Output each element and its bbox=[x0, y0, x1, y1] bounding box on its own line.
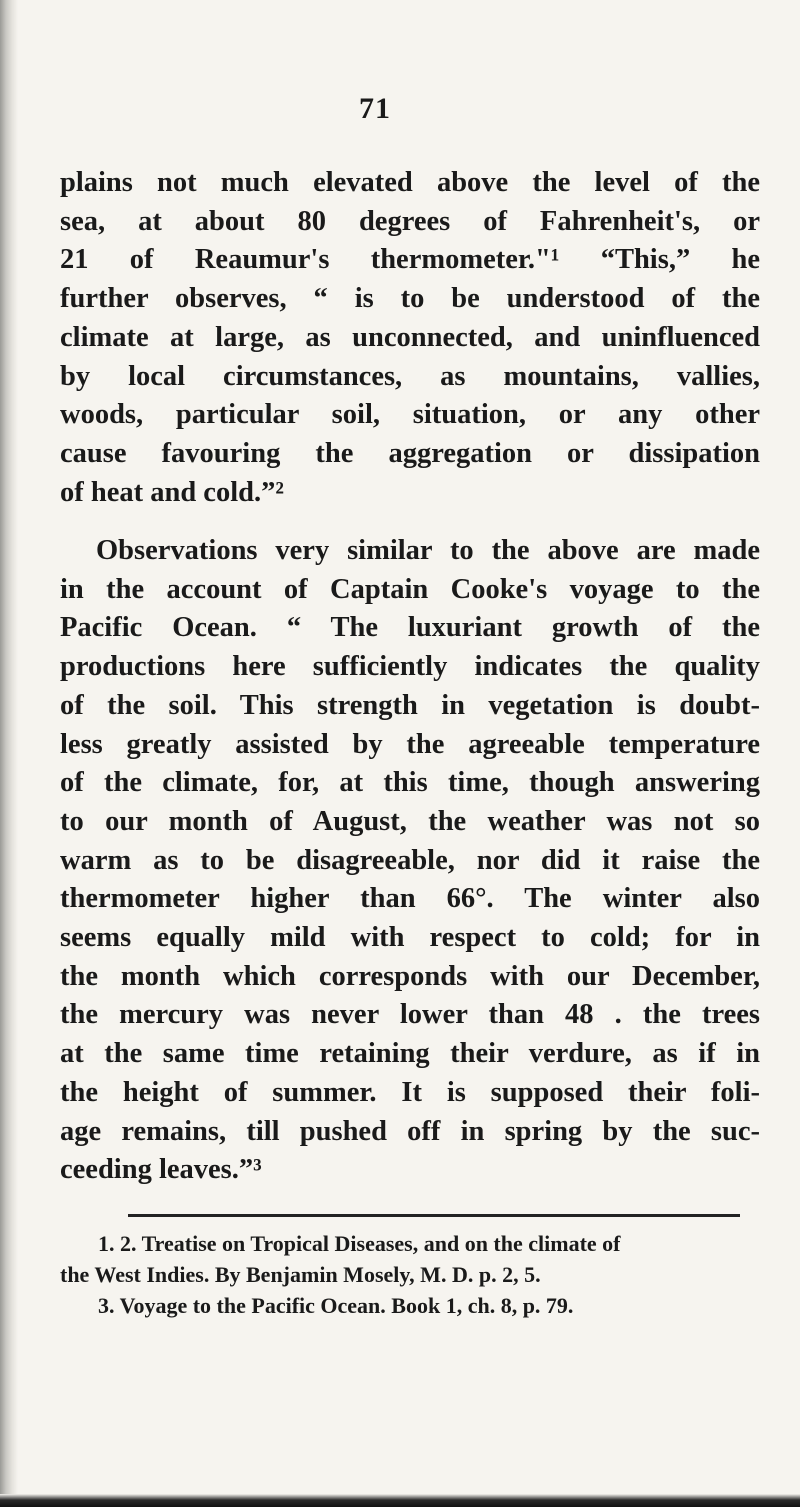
footnote-line: the West Indies. By Benjamin Mosely, M. D. p. 2, 5. bbox=[60, 1262, 541, 1287]
text-line: the mercury was never lower than 48 . the trees bbox=[60, 999, 760, 1031]
text-line: less greatly assisted by the agreeable temperature bbox=[60, 728, 760, 760]
text-line: 21 of Reaumur's thermometer."¹ “This,” he bbox=[60, 244, 760, 276]
text-line: of the soil. This strength in vegetation is doubt- bbox=[60, 689, 760, 721]
text-line: plains not much elevated above the level of the bbox=[60, 167, 760, 198]
text-line: in the account of Captain Cooke's voyage to the bbox=[60, 573, 760, 605]
text-line: of heat and cold.”² bbox=[60, 476, 284, 508]
text-line: Observations very similar to the above are made bbox=[96, 535, 760, 566]
binding-gutter bbox=[0, 0, 18, 1507]
footnote-line: 3. Voyage to the Pacific Ocean. Book 1, ch. 8, p. 79. bbox=[98, 1293, 574, 1318]
text-line: of the climate, for, at this time, though answering bbox=[60, 767, 760, 799]
text-line: productions here sufficiently indicates the quality bbox=[60, 651, 760, 683]
footnotes bbox=[60, 1228, 750, 1321]
text-line: woods, particular soil, situation, or any other bbox=[60, 399, 760, 431]
text-line: climate at large, as unconnected, and uninfluenced bbox=[60, 321, 760, 353]
text-line: seems equally mild with respect to cold; for in bbox=[60, 922, 760, 954]
text-line: the month which corresponds with our December, bbox=[60, 960, 760, 992]
text-line: the height of summer. It is supposed their foli- bbox=[60, 1076, 760, 1108]
text-line: to our month of August, the weather was not so bbox=[60, 805, 760, 837]
text-line: age remains, till pushed off in spring by the suc- bbox=[60, 1115, 760, 1147]
page-bottom-edge bbox=[0, 1494, 800, 1507]
text-line: ceeding leaves.”³ bbox=[60, 1154, 262, 1186]
text-line: by local circumstances, as mountains, vallies, bbox=[60, 360, 760, 392]
footnote-divider bbox=[128, 1214, 740, 1217]
text-line: cause favouring the aggregation or dissipation bbox=[60, 437, 760, 469]
paragraph-1 bbox=[60, 164, 760, 512]
page-number: 71 bbox=[359, 92, 391, 125]
text-line: warm as to be disagreeable, nor did it raise the bbox=[60, 844, 760, 876]
text-line: thermometer higher than 66°. The winter also bbox=[60, 883, 760, 915]
text-line: further observes, “ is to be understood of the bbox=[60, 283, 760, 315]
footnote-line: 1. 2. Treatise on Tropical Diseases, and on the climate of bbox=[98, 1231, 621, 1256]
text-line: Pacific Ocean. “ The luxuriant growth of the bbox=[60, 612, 760, 644]
paragraph-2 bbox=[60, 532, 760, 1190]
text-line: at the same time retaining their verdure, as if in bbox=[60, 1038, 760, 1070]
text-line: sea, at about 80 degrees of Fahrenheit's, or bbox=[60, 205, 760, 237]
